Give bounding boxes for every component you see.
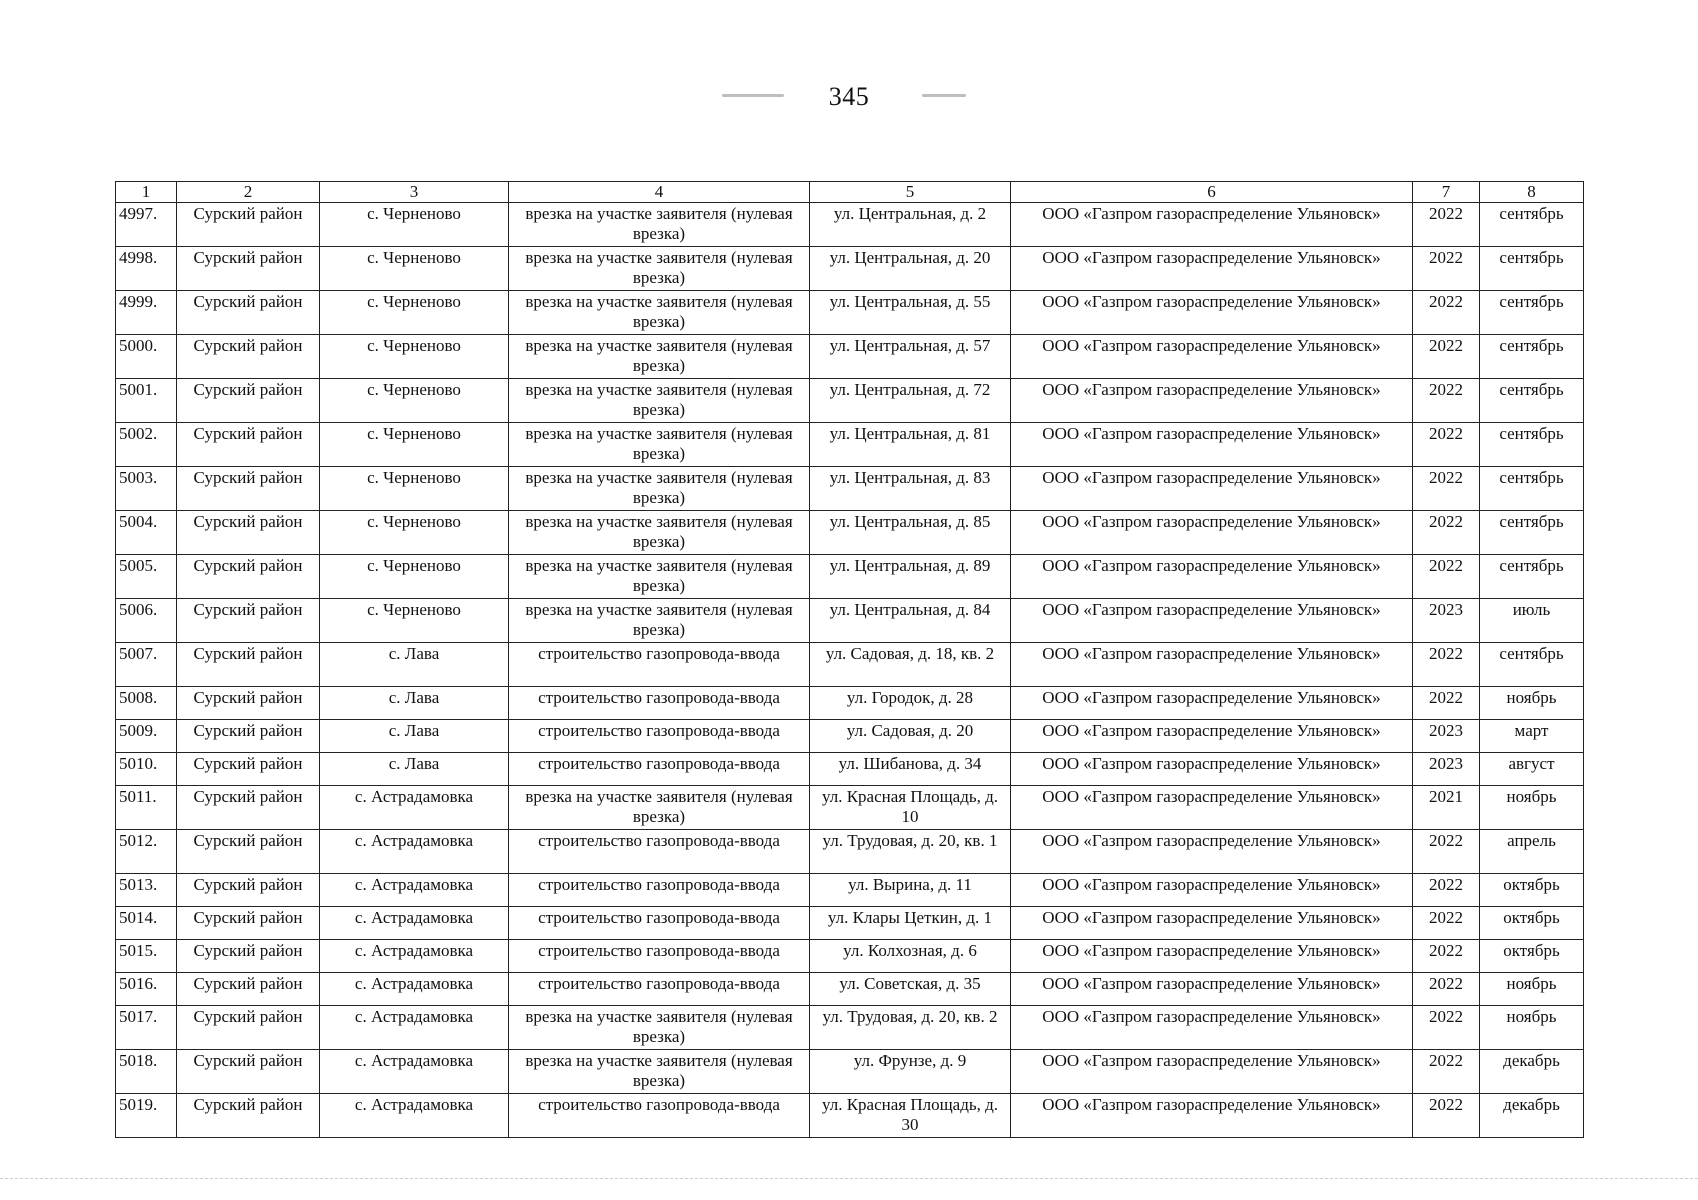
year-cell: 2022 (1413, 511, 1480, 555)
year-cell: 2022 (1413, 874, 1480, 907)
locality-cell: с. Черненово (320, 555, 509, 599)
table-row (116, 247, 1584, 291)
work-type-cell: врезка на участке заявителя (нулевая врезка) (509, 203, 810, 247)
month-cell: ноябрь (1480, 687, 1584, 720)
organization-cell: ООО «Газпром газораспределение Ульяновск» (1011, 786, 1413, 830)
address-cell: ул. Красная Площадь, д. 30 (810, 1094, 1011, 1138)
work-type-cell: строительство газопровода-ввода (509, 830, 810, 874)
table-row (116, 940, 1584, 973)
table-row (116, 1006, 1584, 1050)
year-cell: 2023 (1413, 720, 1480, 753)
month-cell: сентябрь (1480, 291, 1584, 335)
locality-cell: с. Лава (320, 643, 509, 687)
district-cell: Сурский район (177, 720, 320, 753)
row-number: 5018. (116, 1050, 177, 1094)
month-cell: август (1480, 753, 1584, 786)
month-cell: сентябрь (1480, 247, 1584, 291)
address-cell: ул. Центральная, д. 81 (810, 423, 1011, 467)
work-type-cell: врезка на участке заявителя (нулевая врезка) (509, 379, 810, 423)
organization-cell: ООО «Газпром газораспределение Ульяновск» (1011, 467, 1413, 511)
work-type-cell: врезка на участке заявителя (нулевая врезка) (509, 467, 810, 511)
work-type-cell: врезка на участке заявителя (нулевая врезка) (509, 247, 810, 291)
row-number: 5013. (116, 874, 177, 907)
locality-cell: с. Астрадамовка (320, 1050, 509, 1094)
row-number: 5009. (116, 720, 177, 753)
locality-cell: с. Астрадамовка (320, 940, 509, 973)
address-cell: ул. Шибанова, д. 34 (810, 753, 1011, 786)
address-cell: ул. Центральная, д. 55 (810, 291, 1011, 335)
year-cell: 2022 (1413, 687, 1480, 720)
work-type-cell: врезка на участке заявителя (нулевая врезка) (509, 335, 810, 379)
work-type-cell: врезка на участке заявителя (нулевая врезка) (509, 291, 810, 335)
district-cell: Сурский район (177, 423, 320, 467)
row-number: 5006. (116, 599, 177, 643)
year-cell: 2022 (1413, 203, 1480, 247)
locality-cell: с. Черненово (320, 423, 509, 467)
work-type-cell: врезка на участке заявителя (нулевая врезка) (509, 599, 810, 643)
row-number: 5007. (116, 643, 177, 687)
gasification-table (115, 181, 1584, 1138)
locality-cell: с. Астрадамовка (320, 786, 509, 830)
month-cell: апрель (1480, 830, 1584, 874)
district-cell: Сурский район (177, 291, 320, 335)
locality-cell: с. Черненово (320, 467, 509, 511)
work-type-cell: строительство газопровода-ввода (509, 1094, 810, 1138)
month-cell: сентябрь (1480, 379, 1584, 423)
district-cell: Сурский район (177, 753, 320, 786)
organization-cell: ООО «Газпром газораспределение Ульяновск» (1011, 973, 1413, 1006)
month-cell: сентябрь (1480, 203, 1584, 247)
work-type-cell: врезка на участке заявителя (нулевая врезка) (509, 511, 810, 555)
locality-cell: с. Астрадамовка (320, 973, 509, 1006)
organization-cell: ООО «Газпром газораспределение Ульяновск» (1011, 291, 1413, 335)
year-cell: 2021 (1413, 786, 1480, 830)
organization-cell: ООО «Газпром газораспределение Ульяновск» (1011, 423, 1413, 467)
year-cell: 2022 (1413, 940, 1480, 973)
year-cell: 2022 (1413, 247, 1480, 291)
month-cell: сентябрь (1480, 555, 1584, 599)
locality-cell: с. Черненово (320, 599, 509, 643)
district-cell: Сурский район (177, 511, 320, 555)
month-cell: сентябрь (1480, 423, 1584, 467)
address-cell: ул. Центральная, д. 83 (810, 467, 1011, 511)
organization-cell: ООО «Газпром газораспределение Ульяновск» (1011, 599, 1413, 643)
locality-cell: с. Лава (320, 720, 509, 753)
locality-cell: с. Черненово (320, 247, 509, 291)
page-number: 345 (828, 82, 870, 111)
month-cell: ноябрь (1480, 1006, 1584, 1050)
month-cell: декабрь (1480, 1050, 1584, 1094)
table-row (116, 467, 1584, 511)
address-cell: ул. Колхозная, д. 6 (810, 940, 1011, 973)
organization-cell: ООО «Газпром газораспределение Ульяновск» (1011, 379, 1413, 423)
row-number: 5000. (116, 335, 177, 379)
month-cell: октябрь (1480, 874, 1584, 907)
column-header: 1 (116, 182, 177, 203)
work-type-cell: строительство газопровода-ввода (509, 874, 810, 907)
row-number: 5003. (116, 467, 177, 511)
work-type-cell: врезка на участке заявителя (нулевая врезка) (509, 786, 810, 830)
work-type-cell: врезка на участке заявителя (нулевая врезка) (509, 423, 810, 467)
work-type-cell: строительство газопровода-ввода (509, 940, 810, 973)
locality-cell: с. Астрадамовка (320, 907, 509, 940)
table-row (116, 687, 1584, 720)
district-cell: Сурский район (177, 467, 320, 511)
address-cell: ул. Красная Площадь, д. 10 (810, 786, 1011, 830)
address-cell: ул. Садовая, д. 18, кв. 2 (810, 643, 1011, 687)
row-number: 4997. (116, 203, 177, 247)
year-cell: 2022 (1413, 973, 1480, 1006)
month-cell: декабрь (1480, 1094, 1584, 1138)
district-cell: Сурский район (177, 830, 320, 874)
table-row (116, 291, 1584, 335)
table-row (116, 786, 1584, 830)
organization-cell: ООО «Газпром газораспределение Ульяновск» (1011, 720, 1413, 753)
work-type-cell: строительство газопровода-ввода (509, 643, 810, 687)
organization-cell: ООО «Газпром газораспределение Ульяновск» (1011, 1006, 1413, 1050)
district-cell: Сурский район (177, 379, 320, 423)
organization-cell: ООО «Газпром газораспределение Ульяновск» (1011, 940, 1413, 973)
district-cell: Сурский район (177, 599, 320, 643)
organization-cell: ООО «Газпром газораспределение Ульяновск» (1011, 511, 1413, 555)
table-row (116, 1050, 1584, 1094)
organization-cell: ООО «Газпром газораспределение Ульяновск» (1011, 247, 1413, 291)
table-row (116, 555, 1584, 599)
address-cell: ул. Вырина, д. 11 (810, 874, 1011, 907)
organization-cell: ООО «Газпром газораспределение Ульяновск» (1011, 907, 1413, 940)
row-number: 5010. (116, 753, 177, 786)
year-cell: 2022 (1413, 335, 1480, 379)
year-cell: 2022 (1413, 423, 1480, 467)
year-cell: 2022 (1413, 467, 1480, 511)
table-row (116, 720, 1584, 753)
row-number: 5014. (116, 907, 177, 940)
work-type-cell: строительство газопровода-ввода (509, 720, 810, 753)
column-header: 6 (1011, 182, 1413, 203)
locality-cell: с. Черненово (320, 291, 509, 335)
month-cell: сентябрь (1480, 335, 1584, 379)
table-row (116, 643, 1584, 687)
table-row (116, 753, 1584, 786)
table-row (116, 203, 1584, 247)
district-cell: Сурский район (177, 643, 320, 687)
row-number: 5004. (116, 511, 177, 555)
locality-cell: с. Астрадамовка (320, 874, 509, 907)
organization-cell: ООО «Газпром газораспределение Ульяновск» (1011, 643, 1413, 687)
month-cell: сентябрь (1480, 643, 1584, 687)
row-number: 5001. (116, 379, 177, 423)
address-cell: ул. Фрунзе, д. 9 (810, 1050, 1011, 1094)
row-number: 5017. (116, 1006, 177, 1050)
scan-edge-line (0, 1178, 1698, 1179)
year-cell: 2022 (1413, 830, 1480, 874)
address-cell: ул. Центральная, д. 2 (810, 203, 1011, 247)
row-number: 4999. (116, 291, 177, 335)
year-cell: 2022 (1413, 1050, 1480, 1094)
table-row (116, 423, 1584, 467)
address-cell: ул. Советская, д. 35 (810, 973, 1011, 1006)
work-type-cell: врезка на участке заявителя (нулевая врезка) (509, 1006, 810, 1050)
month-cell: октябрь (1480, 907, 1584, 940)
table-row (116, 335, 1584, 379)
locality-cell: с. Астрадамовка (320, 1006, 509, 1050)
year-cell: 2022 (1413, 291, 1480, 335)
table-row (116, 907, 1584, 940)
locality-cell: с. Черненово (320, 511, 509, 555)
district-cell: Сурский район (177, 940, 320, 973)
row-number: 5016. (116, 973, 177, 1006)
district-cell: Сурский район (177, 247, 320, 291)
locality-cell: с. Астрадамовка (320, 1094, 509, 1138)
district-cell: Сурский район (177, 555, 320, 599)
district-cell: Сурский район (177, 786, 320, 830)
table-row (116, 874, 1584, 907)
month-cell: сентябрь (1480, 511, 1584, 555)
locality-cell: с. Черненово (320, 203, 509, 247)
year-cell: 2023 (1413, 599, 1480, 643)
month-cell: март (1480, 720, 1584, 753)
column-header: 4 (509, 182, 810, 203)
row-number: 5011. (116, 786, 177, 830)
organization-cell: ООО «Газпром газораспределение Ульяновск» (1011, 687, 1413, 720)
table-row (116, 1094, 1584, 1138)
table-row (116, 599, 1584, 643)
month-cell: ноябрь (1480, 973, 1584, 1006)
organization-cell: ООО «Газпром газораспределение Ульяновск» (1011, 753, 1413, 786)
year-cell: 2022 (1413, 1006, 1480, 1050)
district-cell: Сурский район (177, 335, 320, 379)
organization-cell: ООО «Газпром газораспределение Ульяновск» (1011, 1050, 1413, 1094)
scan-smudge-right (922, 94, 966, 97)
work-type-cell: строительство газопровода-ввода (509, 907, 810, 940)
table-row (116, 379, 1584, 423)
column-header: 2 (177, 182, 320, 203)
row-number: 5012. (116, 830, 177, 874)
organization-cell: ООО «Газпром газораспределение Ульяновск» (1011, 335, 1413, 379)
month-cell: ноябрь (1480, 786, 1584, 830)
organization-cell: ООО «Газпром газораспределение Ульяновск» (1011, 555, 1413, 599)
month-cell: июль (1480, 599, 1584, 643)
address-cell: ул. Центральная, д. 20 (810, 247, 1011, 291)
address-cell: ул. Трудовая, д. 20, кв. 1 (810, 830, 1011, 874)
district-cell: Сурский район (177, 1050, 320, 1094)
row-number: 5005. (116, 555, 177, 599)
address-cell: ул. Садовая, д. 20 (810, 720, 1011, 753)
district-cell: Сурский район (177, 907, 320, 940)
work-type-cell: строительство газопровода-ввода (509, 973, 810, 1006)
year-cell: 2022 (1413, 1094, 1480, 1138)
organization-cell: ООО «Газпром газораспределение Ульяновск» (1011, 830, 1413, 874)
locality-cell: с. Лава (320, 753, 509, 786)
address-cell: ул. Трудовая, д. 20, кв. 2 (810, 1006, 1011, 1050)
district-cell: Сурский район (177, 203, 320, 247)
column-header: 3 (320, 182, 509, 203)
district-cell: Сурский район (177, 687, 320, 720)
row-number: 5008. (116, 687, 177, 720)
column-header: 5 (810, 182, 1011, 203)
column-header: 7 (1413, 182, 1480, 203)
table-row (116, 973, 1584, 1006)
address-cell: ул. Клары Цеткин, д. 1 (810, 907, 1011, 940)
year-cell: 2022 (1413, 643, 1480, 687)
month-cell: сентябрь (1480, 467, 1584, 511)
address-cell: ул. Центральная, д. 85 (810, 511, 1011, 555)
year-cell: 2023 (1413, 753, 1480, 786)
work-type-cell: врезка на участке заявителя (нулевая врезка) (509, 1050, 810, 1094)
district-cell: Сурский район (177, 973, 320, 1006)
column-header: 8 (1480, 182, 1584, 203)
district-cell: Сурский район (177, 1094, 320, 1138)
organization-cell: ООО «Газпром газораспределение Ульяновск» (1011, 203, 1413, 247)
work-type-cell: строительство газопровода-ввода (509, 753, 810, 786)
locality-cell: с. Лава (320, 687, 509, 720)
row-number: 4998. (116, 247, 177, 291)
locality-cell: с. Черненово (320, 379, 509, 423)
column-number-row (116, 182, 1584, 203)
address-cell: ул. Центральная, д. 57 (810, 335, 1011, 379)
row-number: 5015. (116, 940, 177, 973)
work-type-cell: строительство газопровода-ввода (509, 687, 810, 720)
address-cell: ул. Центральная, д. 72 (810, 379, 1011, 423)
locality-cell: с. Астрадамовка (320, 830, 509, 874)
work-type-cell: врезка на участке заявителя (нулевая врезка) (509, 555, 810, 599)
address-cell: ул. Городок, д. 28 (810, 687, 1011, 720)
locality-cell: с. Черненово (320, 335, 509, 379)
district-cell: Сурский район (177, 874, 320, 907)
year-cell: 2022 (1413, 555, 1480, 599)
scan-smudge-left (722, 94, 784, 97)
table-row (116, 511, 1584, 555)
year-cell: 2022 (1413, 379, 1480, 423)
month-cell: октябрь (1480, 940, 1584, 973)
address-cell: ул. Центральная, д. 89 (810, 555, 1011, 599)
year-cell: 2022 (1413, 907, 1480, 940)
address-cell: ул. Центральная, д. 84 (810, 599, 1011, 643)
row-number: 5002. (116, 423, 177, 467)
organization-cell: ООО «Газпром газораспределение Ульяновск» (1011, 1094, 1413, 1138)
row-number: 5019. (116, 1094, 177, 1138)
table-row (116, 830, 1584, 874)
district-cell: Сурский район (177, 1006, 320, 1050)
organization-cell: ООО «Газпром газораспределение Ульяновск» (1011, 874, 1413, 907)
